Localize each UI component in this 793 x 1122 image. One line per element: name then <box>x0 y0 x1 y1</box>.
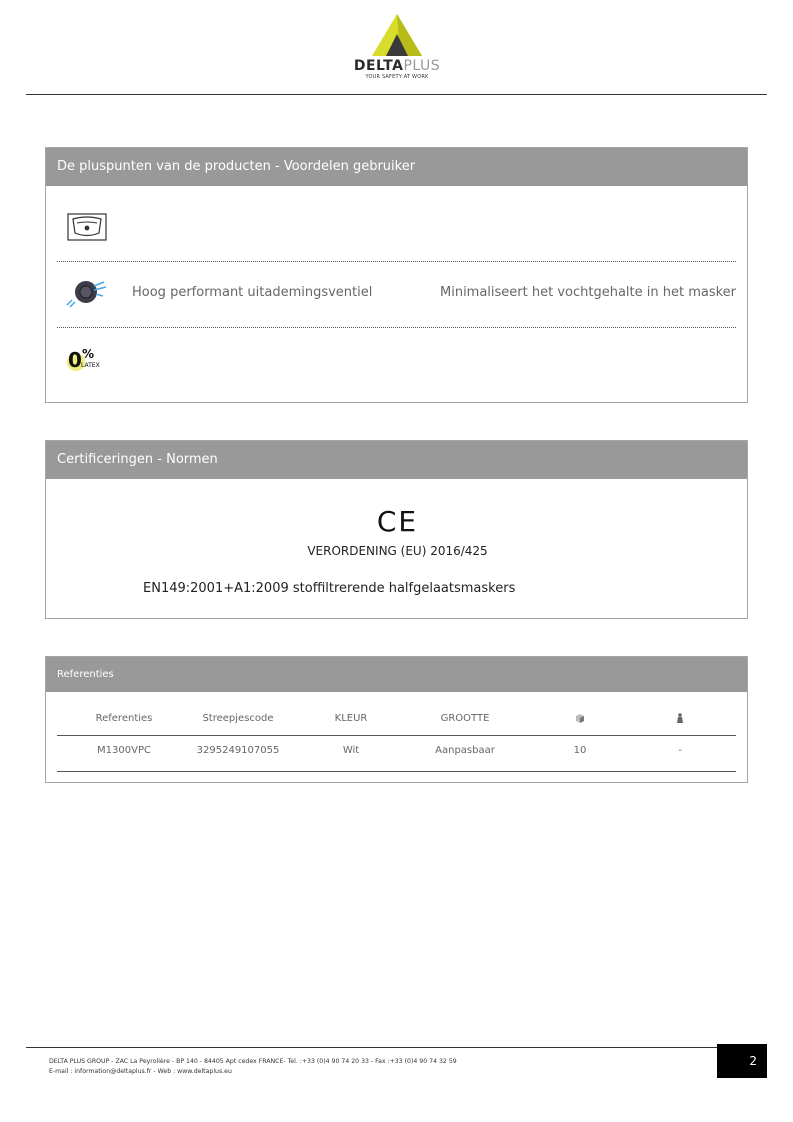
references-panel <box>45 656 748 783</box>
column-header-box <box>525 704 635 734</box>
advantage-label: Hoog performant uitademingsventiel <box>132 285 373 300</box>
cell-barcode: 3295249107055 <box>196 745 280 756</box>
regulation-text: VERORDENING (EU) 2016/425 <box>307 544 488 558</box>
advantage-row <box>57 187 736 262</box>
references-title: Referenties <box>46 657 747 692</box>
footer-email-web: E-mail : information@deltaplus.fr - Web : www.deltaplus.eu <box>49 1068 232 1075</box>
person-icon <box>676 713 684 723</box>
table-row <box>57 736 736 772</box>
logo-wordmark: DELTAPLUS <box>353 58 441 74</box>
cell-box-quantity: 10 <box>573 745 587 756</box>
norm-text: EN149:2001+A1:2009 stoffiltrerende halfgelaatsmaskers <box>143 581 516 596</box>
column-header-referenties: Referenties <box>95 713 153 724</box>
advantages-panel <box>45 147 748 403</box>
advantages-title: De pluspunten van de producten - Voordelen gebruiker <box>46 148 747 186</box>
page-header <box>0 0 793 96</box>
exhalation-valve-icon <box>66 278 108 313</box>
certifications-title: Certificeringen - Normen <box>46 441 747 479</box>
cell-color: Wit <box>342 745 360 756</box>
logo-tagline: YOUR SAFETY AT WORK <box>365 74 429 80</box>
advantage-row <box>57 329 736 399</box>
footer-address: DELTA PLUS GROUP - ZAC La Peyrolière - BP 140 - 84405 Apt cedex FRANCE- Tel. :+33 (0)4 90 74 20 33 - Fax :+33 (0)4 90 74 32 59 <box>49 1058 457 1065</box>
column-header-streepjescode: Streepjescode <box>202 713 274 724</box>
certifications-panel <box>45 440 748 619</box>
deltaplus-logo <box>330 12 464 82</box>
zero-latex-icon <box>67 347 111 373</box>
footer-contact <box>49 1057 457 1077</box>
cell-size: Aanpasbaar <box>435 745 495 756</box>
box-icon <box>575 713 585 723</box>
latex-badge-zero: 0 <box>68 348 82 372</box>
column-header-kleur: KLEUR <box>334 713 368 724</box>
ce-mark: CE <box>376 505 419 538</box>
latex-badge-label: LATEX <box>81 362 100 369</box>
mask-fit-icon <box>67 213 107 246</box>
advantage-description: Minimaliseert het vochtgehalte in het masker <box>440 285 737 300</box>
cell-person-quantity: - <box>678 745 682 756</box>
cell-reference: M1300VPC <box>97 745 151 756</box>
table-header-row <box>57 704 736 736</box>
latex-badge-percent: % <box>82 347 95 361</box>
page-number: 2 <box>717 1044 767 1078</box>
header-divider <box>26 94 767 95</box>
column-header-grootte: GROOTTE <box>440 713 490 724</box>
logo-triangle-icon <box>330 12 464 58</box>
column-header-person <box>635 704 725 734</box>
references-table <box>57 704 736 772</box>
advantage-row <box>57 263 736 328</box>
footer-divider <box>26 1047 717 1048</box>
